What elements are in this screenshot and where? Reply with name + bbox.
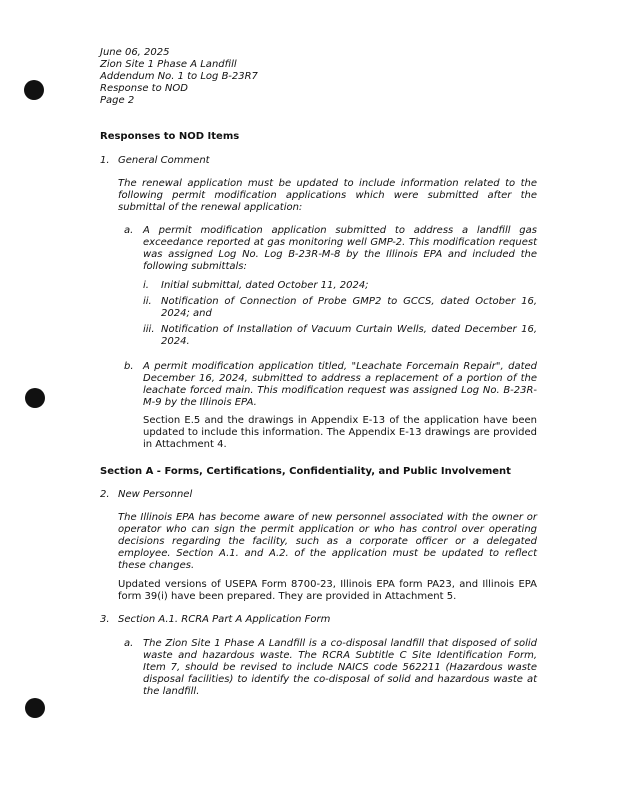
heading-responses-to-nod: Responses to NOD Items	[100, 131, 240, 142]
item3a-label: a.	[124, 638, 134, 649]
item1b-text: A permit modification application titled, "Leachate Forcemain Repair", dated December 16, 2024, submitted to address a replacement of a portion of the leachate forced main. This modification request was assigned Log No. B-23R-M-9 by the Illinois EPA.	[143, 361, 537, 408]
item1a-i-label: i.	[143, 280, 149, 291]
header-facility: Zion Site 1 Phase A Landfill	[100, 59, 237, 70]
item1a-iii-label: iii.	[143, 324, 155, 335]
item1a-i-text: Initial submittal, dated October 11, 2024;	[161, 280, 369, 291]
item2-number: 2.	[100, 489, 110, 500]
item2-response: Updated versions of USEPA Form 8700-23, Illinois EPA form PA23, and Illinois EPA form 39(i) have been prepared. They are provided in Attachment 5.	[118, 579, 537, 602]
item2-title: New Personnel	[118, 489, 193, 500]
item1-title: General Comment	[118, 155, 210, 166]
item3a-text: The Zion Site 1 Phase A Landfill is a co-disposal landfill that disposed of solid waste and hazardous waste. The RCRA Subtitle C Site Identification Form, Item 7, should be revised to include NAICS code 562211 (Hazardous waste disposal facilities) to identify the co-disposal of solid and hazardous waste at the landfill.	[143, 638, 537, 697]
item1a-ii-text: Notification of Connection of Probe GMP2 to GCCS, dated October 16, 2024; and	[161, 296, 537, 319]
punch-hole-top	[24, 80, 44, 100]
item1-number: 1.	[100, 155, 110, 166]
punch-hole-middle	[25, 388, 45, 408]
item3-number: 3.	[100, 614, 110, 625]
item1a-ii-label: ii.	[143, 296, 152, 307]
header-page: Page 2	[100, 95, 135, 106]
item1-text: The renewal application must be updated to include information related to the following permit modification applications which were submitted after the submittal of the renewal application:	[118, 178, 537, 213]
item3-title: Section A.1. RCRA Part A Application Form	[118, 614, 331, 625]
item1b-response: Section E.5 and the drawings in Appendix E-13 of the application have been updated to include this information. The Appendix E-13 drawings are provided in Attachment 4.	[143, 415, 537, 450]
letter-header	[100, 47, 400, 107]
item2-text: The Illinois EPA has become aware of new personnel associated with the owner or operator who can sign the permit application or who has control over operating decisions regarding the facility, such as a corporate officer or a delegated employee. Section A.1. and A.2. of the application must be updated to reflect these changes.	[118, 512, 537, 571]
item1a-iii-text: Notification of Installation of Vacuum Curtain Wells, dated December 16, 2024.	[161, 324, 537, 347]
header-subject: Response to NOD	[100, 83, 188, 94]
header-addendum: Addendum No. 1 to Log B-23R7	[100, 71, 258, 82]
item1b-label: b.	[124, 361, 134, 372]
header-date: June 06, 2025	[100, 47, 170, 58]
item1a-text: A permit modification application submitted to address a landfill gas exceedance reported at gas monitoring well GMP-2. This modification request was assigned Log No. Log B-23R-M-8 by the Illinois EPA and included the following submittals:	[143, 225, 537, 272]
item1a-label: a.	[124, 225, 134, 236]
heading-section-a: Section A - Forms, Certifications, Confidentiality, and Public Involvement	[100, 466, 511, 477]
punch-hole-bottom	[25, 698, 45, 718]
